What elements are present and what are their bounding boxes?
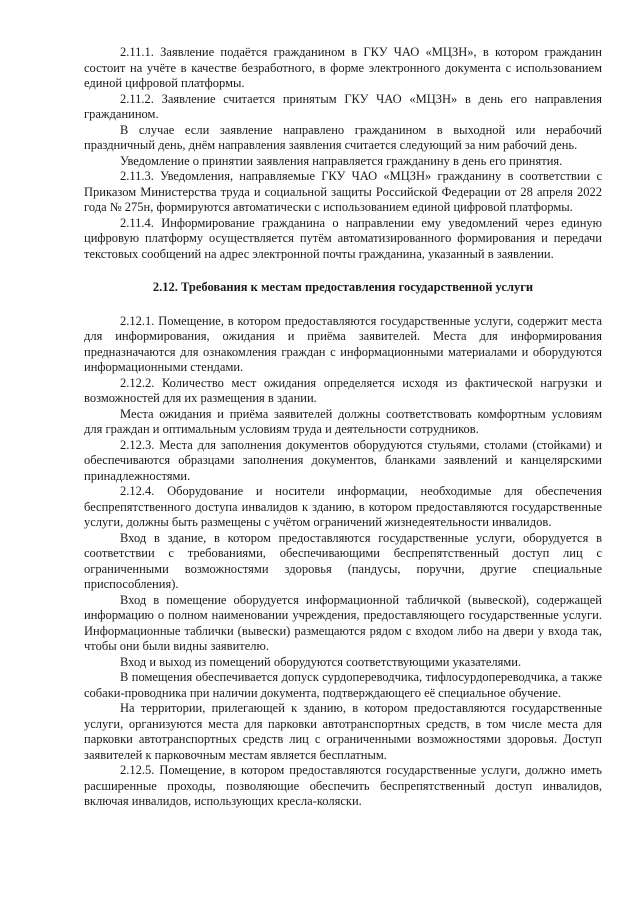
paragraph-parking: На территории, прилегающей к зданию, в котором предоставляются государственные услуги, организуются места для парковки автотранспортных средств, в том числе места для парковки автотранспортных средств лиц с ограниченными возможностями здоровья. Доступ заявителей к парковочным местам является бесплатным. xyxy=(84,701,602,762)
paragraph-building-entrance: Вход в здание, в котором предоставляются государственные услуги, оборудуется в соответствии с требованиями, обеспечивающими беспрепятственный доступ лиц с ограниченными возможностями здоровья (пандусы, поручни, другие специальные приспособления). xyxy=(84,530,602,591)
paragraph-signage: Вход в помещение оборудуется информационной табличкой (вывеской), содержащей информацию о полном наименовании учреждения, предоставляющего государственные услуги. Информационные таблички (вывески) размещаются рядом с входом либо на двери у входа так, чтобы они были видны заявителю. xyxy=(84,592,602,653)
paragraph-2-12-4: 2.12.4. Оборудование и носители информации, необходимые для обеспечения беспрепятственного доступа инвалидов к зданию, в котором предоставляются государственные услуги, должны быть размещены с учётом ограничений жизнедеятельности инвалидов. xyxy=(84,484,602,529)
paragraph-2-11-3: 2.11.3. Уведомления, направляемые ГКУ ЧАО «МЦЗН» гражданину в соответствии с Приказом Министерства труда и социальной защиты Российской Федерации от 28 апреля 2022 года № 275н, формируются автоматически с использованием единой цифровой платформы. xyxy=(84,169,602,214)
paragraph-2-12-5: 2.12.5. Помещение, в котором предоставляются государственные услуги, должно иметь расширенные проходы, позволяющие обеспечить беспрепятственный доступ инвалидов, включая инвалидов, использующих кресла-коляски. xyxy=(84,763,602,808)
paragraph-interpreter-access: В помещения обеспечивается допуск сурдопереводчика, тифлосурдопереводчика, а также собаки-проводника при наличии документа, подтверждающего её специальное обучение. xyxy=(84,670,602,700)
paragraph-holiday-rule: В случае если заявление направлено гражданином в выходной или нерабочий праздничный день, днём направления заявления считается следующий за ним рабочий день. xyxy=(84,122,602,152)
paragraph-2-12-1: 2.12.1. Помещение, в котором предоставляются государственные услуги, содержит места для информирования, ожидания и приёма заявителей. Места для информирования предназначаются для ознакомления граждан с информационными материалами и оборудуются информационными стендами. xyxy=(84,313,602,374)
paragraph-acceptance-notice: Уведомление о принятии заявления направляется гражданину в день его принятия. xyxy=(120,153,563,168)
paragraph-2-11-1: 2.11.1. Заявление подаётся гражданином в ГКУ ЧАО «МЦЗН», в котором гражданин состоит на учёте в качестве безработного, в форме электронного документа с использованием единой цифровой платформы. xyxy=(84,45,602,90)
paragraph-2-11-2: 2.11.2. Заявление считается принятым ГКУ ЧАО «МЦЗН» в день его направления гражданином. xyxy=(84,91,602,121)
paragraph-2-11-4: 2.11.4. Информирование гражданина о направлении ему уведомлений через единую цифровую платформу осуществляется путём автоматизированного формирования и передачи текстовых сообщений на адрес электронной почты гражданина, указанный в заявлении. xyxy=(84,215,602,261)
paragraph-2-12-2: 2.12.2. Количество мест ожидания определяется исходя из фактической нагрузки и возможностей для их размещения в здании. xyxy=(84,375,602,405)
paragraph-entry-exit-signs: Вход и выход из помещений оборудуются соответствующими указателями. xyxy=(120,654,522,669)
section-heading: 2.12. Требования к местам предоставления государственной услуги xyxy=(152,280,534,294)
paragraph-2-12-3: 2.12.3. Места для заполнения документов оборудуются стульями, столами (стойками) и обеспечиваются образцами заполнения документов, бланками заявлений и канцелярскими принадлежностями. xyxy=(84,437,602,483)
paragraph-waiting-places: Места ожидания и приёма заявителей должны соответствовать комфортным условиям для граждан и оптимальным условиям труда и деятельности сотрудников. xyxy=(84,406,602,436)
